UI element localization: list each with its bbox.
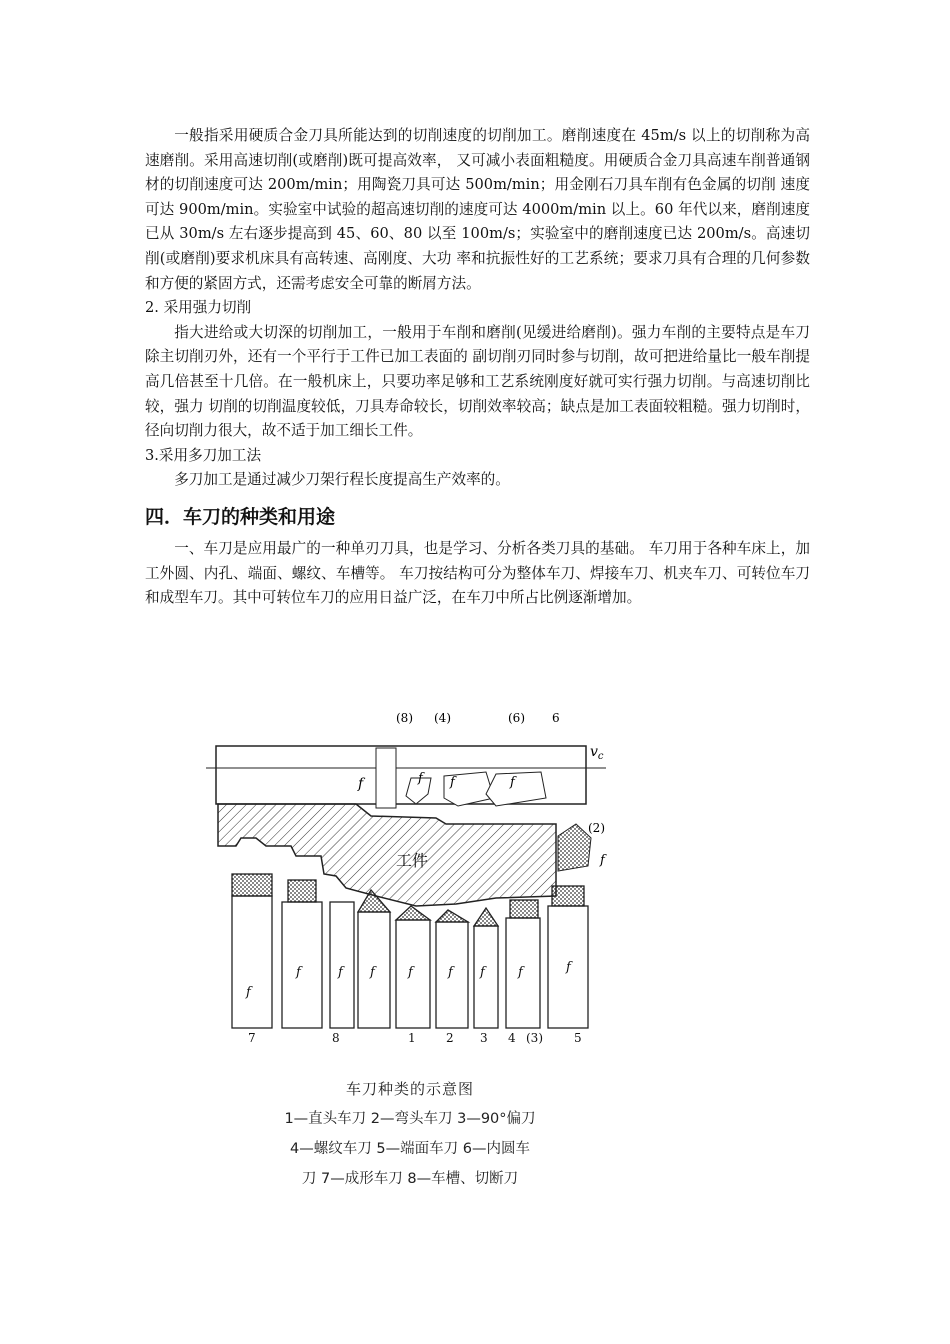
bottom-label-4: 4 (508, 1031, 516, 1045)
tool-2 (396, 920, 430, 1028)
paragraph-multi-tool: 多刀加工是通过减少刀架行程长度提高生产效率的。 (174, 471, 510, 489)
paragraph-heavy-cutting: 指大进给或大切深的切削加工，一般用于车削和磨削(见缓进给磨削)。强力车削的主要特点是车刀除主切削刃外，还有一个平行于工件已加工表面的 副切削刃同时参与切削，故可把进给量比一般车削提高几倍甚至十几倍。在一般机床上，只要功率足够和工艺系统刚度好就可实行强力切削。与高速切削比较，强力 切削的切削温度较低，刀具寿命较长，切削效率较高；缺点是加工表面较粗糙。强力切削时，径向切削力很大，故不适于加工细长工件。 (145, 323, 810, 440)
tool-top-8 (376, 748, 396, 808)
top-label-8: (8) (396, 711, 413, 725)
svg-text:f: f (510, 775, 515, 790)
svg-text:f: f (338, 965, 343, 980)
svg-text:f: f (566, 960, 571, 975)
caption-line-2: 4—螺纹车刀 5—端面车刀 6—内圆车 (290, 1141, 530, 1157)
turning-tools-diagram (196, 706, 616, 1045)
svg-text:f: f (408, 965, 413, 980)
svg-text:f: f (450, 775, 455, 790)
bottom-label-5: 5 (574, 1031, 582, 1045)
bottom-label-1: 1 (408, 1031, 416, 1045)
svg-text:f: f (418, 771, 423, 786)
tool-8 (282, 902, 322, 1028)
bottom-label-8: 8 (332, 1031, 340, 1045)
paragraph-high-speed-cutting: 一般指采用硬质合金刀具所能达到的切削速度的切削加工。磨削速度在 45m/s 以上的切削称为高速磨削。采用高速切削(或磨削)既可提高效率， 又可减小表面粗糙度。用硬质合金刀具高速车削普通钢材的切削速度可达 200m/min；用陶瓷刀具可达 500m/min；用金刚石刀具车削有色金属的切削 速度可达 900m/min。实验室中试验的超高速切削的速度可达 4000m/min 以上。60 年代以来，磨削速度已从 30m/s 左右逐步提高到 45、60、80 以至 100m/s；实验室中的磨削速度已达 200m/s。高速切削(或磨削)要求机床具有高转速、高刚度、大功 率和抗振性好的工艺系统；要求刀具有合理的几何参数和方便的紧固方式，还需考虑安全可靠的断屑方法。 (145, 127, 810, 292)
bottom-label-3-paren: (3) (526, 1031, 543, 1045)
speed-label: $v_c$ (590, 744, 604, 762)
tool-4 (474, 926, 498, 1028)
top-label-6-paren: (6) (508, 711, 525, 725)
workpiece-label: 工件 (396, 851, 429, 870)
heading-multi-tool: 3.采用多刀加工法 (145, 446, 262, 464)
document-body (145, 124, 810, 611)
svg-text:f: f (246, 985, 251, 1000)
svg-text:f: f (358, 776, 364, 792)
svg-text:f: f (518, 965, 523, 980)
heading-heavy-cutting: 2. 采用强力切削 (145, 299, 252, 317)
svg-text:f: f (448, 965, 453, 980)
svg-text:f: f (296, 965, 301, 980)
caption-line-1: 1—直头车刀 2—弯头车刀 3—90°偏刀 (284, 1111, 536, 1127)
right-label-2: (2) (588, 821, 605, 835)
section-title: 四．车刀的种类和用途 (145, 505, 336, 528)
top-label-4: (4) (434, 711, 451, 725)
top-label-6: 6 (552, 711, 560, 725)
caption-line-3: 刀 7—成形车刀 8—车槽、切断刀 (301, 1171, 519, 1187)
tool-3b (506, 918, 540, 1028)
bottom-label-7: 7 (248, 1031, 256, 1045)
svg-text:f: f (600, 853, 605, 868)
figure-caption (240, 1074, 580, 1194)
bottom-label-3: 3 (480, 1031, 488, 1045)
svg-text:f: f (370, 965, 375, 980)
bottom-label-2: 2 (446, 1031, 454, 1045)
svg-text:f: f (480, 965, 485, 980)
tool-7 (232, 896, 272, 1028)
tool-right-2 (558, 824, 591, 871)
paragraph-turning-tools: 一、车刀是应用最广的一种单刃刀具，也是学习、分析各类刀具的基础。 车刀用于各种车床上，加工外圆、内孔、端面、螺纹、车槽等。 车刀按结构可分为整体车刀、焊接车刀、机夹车刀、可转位车刀和成型车刀。其中可转位车刀的应用日益广泛，在车刀中所占比例逐渐增加。 (145, 539, 810, 607)
caption-title: 车刀种类的示意图 (345, 1080, 474, 1098)
